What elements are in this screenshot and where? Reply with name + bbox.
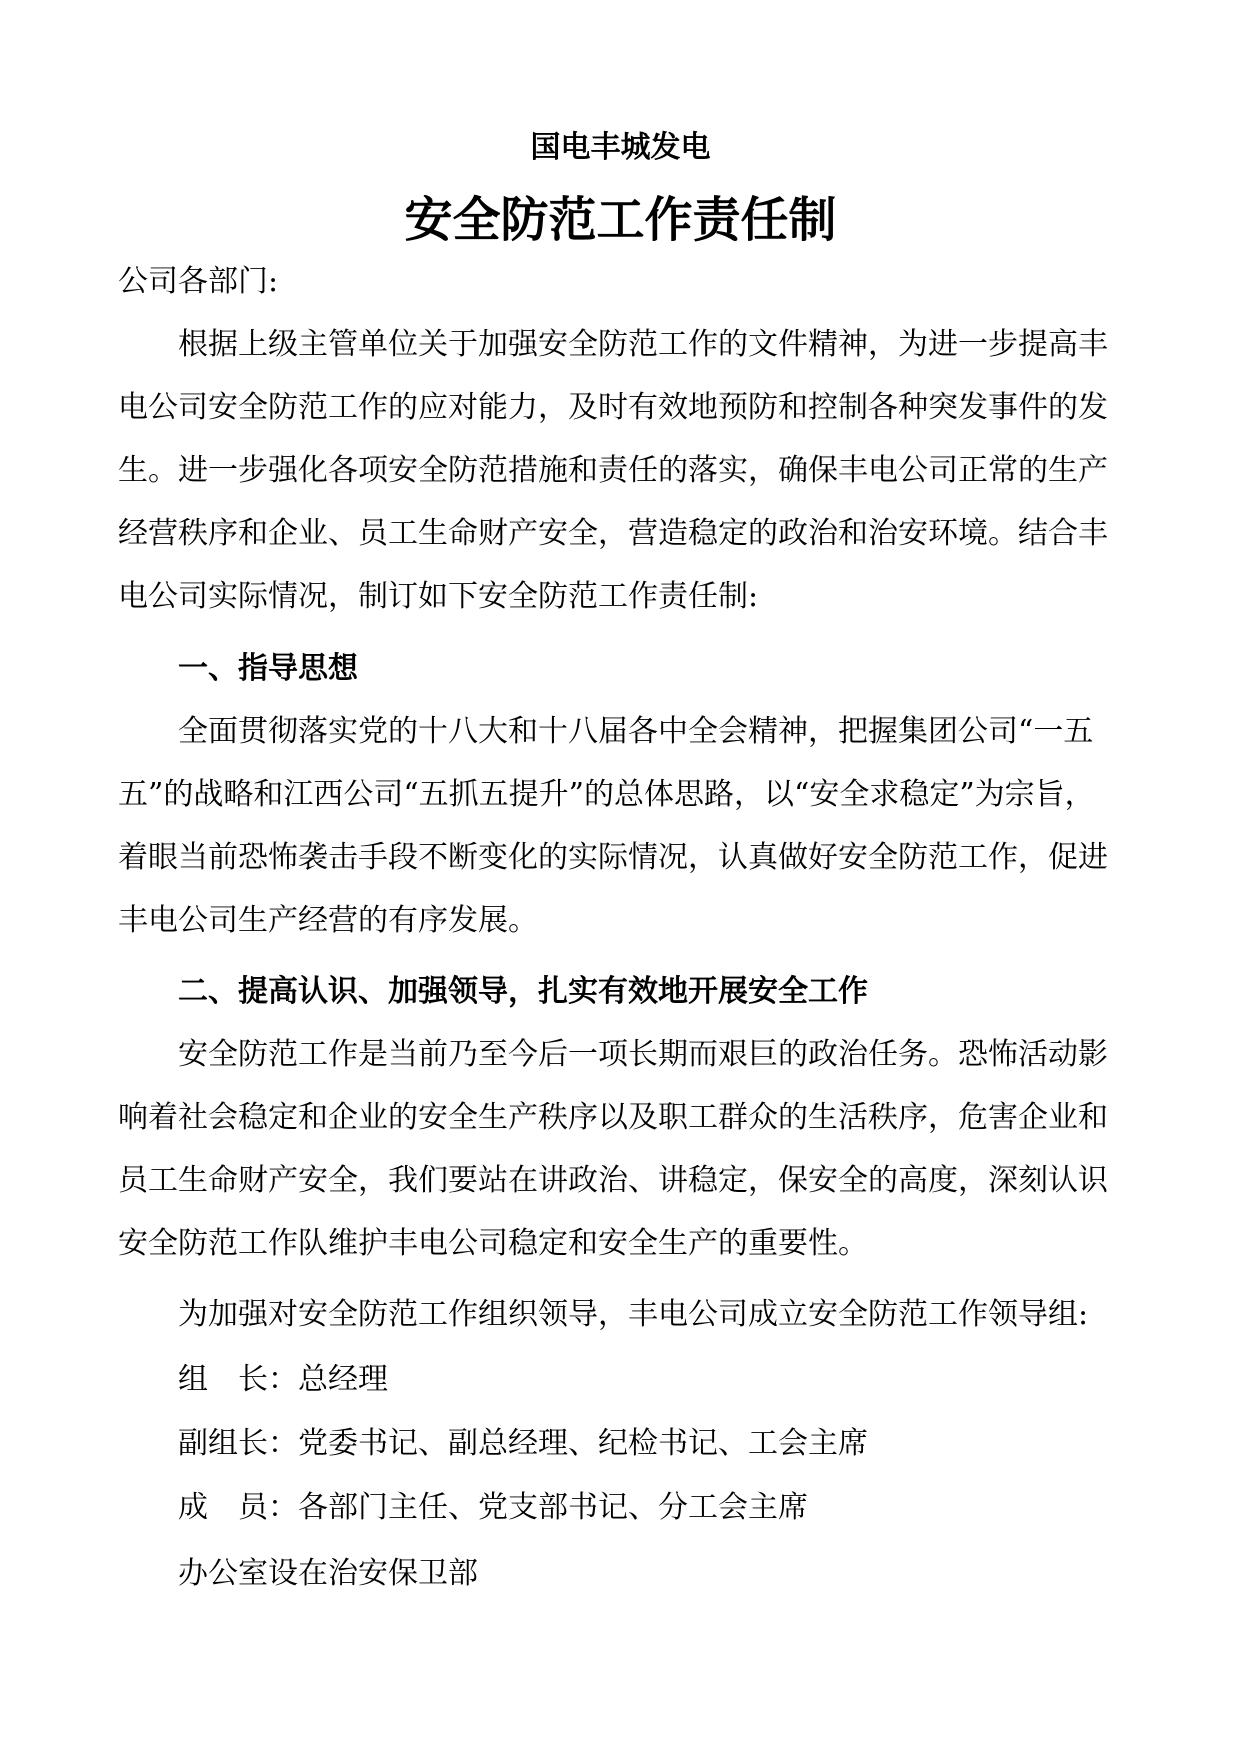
section-heading-awareness-leadership: 二、提高认识、加强领导，扎实有效地开展安全工作 [178, 974, 868, 1009]
paragraph-importance: 安全防范工作是当前乃至今后一项长期而艰巨的政治任务。恐怖活动影响着社会稳定和企业的安全生产秩序以及职工群众的生活秩序，危害企业和员工生命财产安全，我们要站在讲政治、讲稳定，保安全的高度，深刻认识安全防范工作队维护丰电公司稳定和安全生产的重要性。 [118, 1037, 1108, 1261]
paragraph-intro: 根据上级主管单位关于加强安全防范工作的文件精神，为进一步提高丰电公司安全防范工作的应对能力，及时有效地预防和控制各种突发事件的发生。进一步强化各项安全防范措施和责任的落实，确保丰电公司正常的生产经营秩序和企业、员工生命财产安全，营造稳定的政治和治安环境。结合丰电公司实际情况，制订如下安全防范工作责任制: [118, 327, 1108, 614]
office-line: 办公室设在治安保卫部 [178, 1556, 478, 1591]
document-title: 安全防范工作责任制 [404, 192, 837, 248]
members-line: 成 员：各部门主任、党支部书记、分工会主席 [178, 1490, 808, 1525]
section-heading-guiding-ideology: 一、指导思想 [178, 651, 358, 686]
leader-line: 组 长：总经理 [178, 1362, 388, 1397]
deputy-leader-line: 副组长：党委书记、副总经理、纪检书记、工会主席 [178, 1426, 868, 1461]
salutation: 公司各部门: [118, 264, 279, 299]
org-title: 国电丰城发电 [530, 130, 711, 165]
paragraph-leadership-group: 为加强对安全防范工作组织领导，丰电公司成立安全防范工作领导组: [178, 1297, 1089, 1332]
paragraph-guiding-ideology: 全面贯彻落实党的十八大和十八届各中全会精神，把握集团公司“一五五”的战略和江西公司“五抓五提升”的总体思路，以“安全求稳定”为宗旨，着眼当前恐怖袭击手段不断变化的实际情况，认真做好安全防范工作，促进丰电公司生产经营的有序发展。 [118, 714, 1108, 938]
